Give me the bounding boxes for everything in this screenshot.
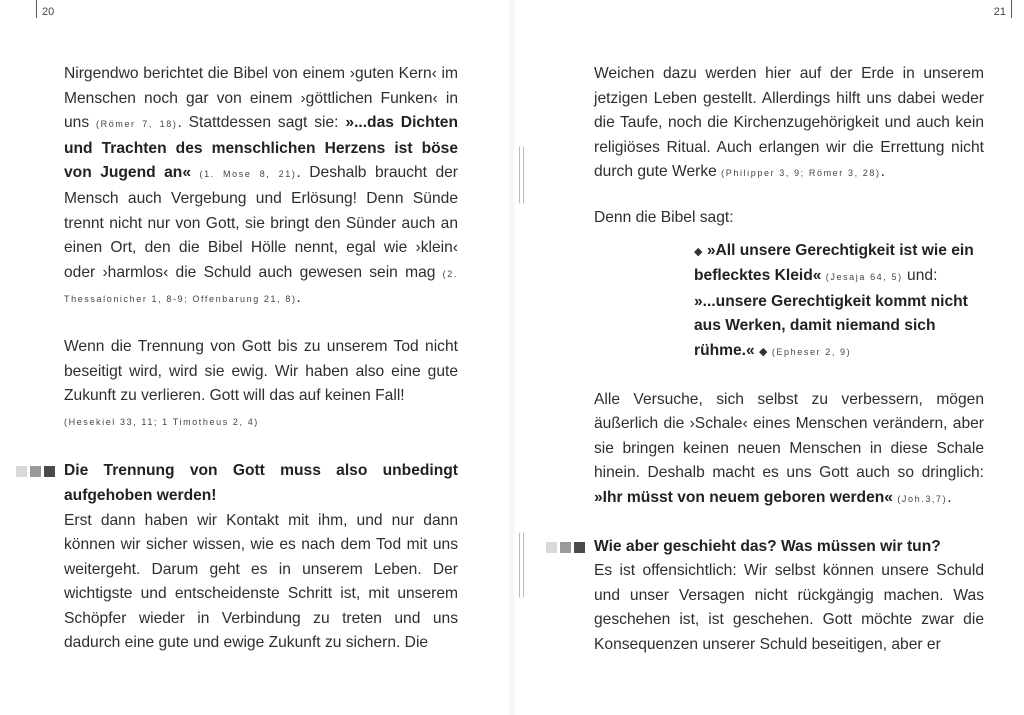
section-marker-icon	[546, 542, 588, 567]
paragraph: Erst dann haben wir Kontakt mit ihm, und nur dann können wir sicher wissen, wie es nach dem Tod mit uns weitergeht. Darum geht es in unserem Leben. Der wichtigste und entscheidenste Schritt ist, mit unserem Schöpfer wieder in Verbindung zu treten und uns dadurch eine gute und ewige Zukunft zu sichern. Die	[64, 511, 458, 652]
diamond-icon: ◆	[694, 245, 703, 258]
section	[594, 535, 984, 658]
section-heading: Wie aber geschieht das? Was müssen wir tun?	[594, 537, 941, 555]
bible-reference: (1. Mose 8, 21)	[199, 169, 297, 180]
diamond-icon: ◆	[759, 345, 768, 358]
paragraph: Wenn die Trennung von Gott bis zu unserem Tod nicht beseitigt wird, wird sie ewig. Wir haben also eine gute Zukunft zu verlieren. Gott will das auf keinen Fall! (Hesekiel 33, 11; 1 Timotheus 2, 4)	[64, 337, 458, 427]
page-edge-line	[36, 0, 37, 18]
bible-reference: (Jesaja 64, 5)	[825, 272, 903, 283]
section-marker-icon	[16, 466, 58, 491]
paragraph: Alle Versuche, sich selbst zu verbessern, mögen äußerlich die ›Schale‹ eines Menschen verändern, aber sie bringen keinen neuen Menschen in diese Schale hinein. Deshalb macht es uns Gott auch so dringlich: »Ihr müsst von neuem geboren werden« (Joh.3,7).	[594, 390, 984, 506]
paragraph: Es ist offensichtlich: Wir selbst können unsere Schuld und unser Versagen nicht rückgängig machen. Was geschehen ist, ist geschehen. Gott möchte zwar die Konsequenzen unserer Schuld beseitigen, aber er	[594, 562, 984, 653]
left-text-column	[64, 62, 458, 656]
paragraph: Denn die Bibel sagt:	[594, 208, 734, 226]
right-text-column	[594, 62, 984, 657]
bible-reference: (Joh.3,7)	[897, 493, 948, 504]
bible-reference: (Epheser 2, 9)	[771, 346, 852, 357]
right-page	[512, 0, 1024, 715]
section	[64, 459, 458, 656]
block-quote: ◆ »All unsere Gerechtigkeit ist wie ein beflecktes Kleid« (Jesaja 64, 5) und: »...unsere Gerechtigkeit kommt nicht aus Werken, damit niemand sich rühme.« ◆ (Epheser 2, 9)	[694, 241, 974, 359]
paragraph: Weichen dazu werden hier auf der Erde in unserem jetzigen Leben gestellt. Allerdings hilft uns dabei weder die Taufe, noch die Kirchenzugehörigkeit und auch kein religiöses Ritual. Auch erlangen wir die Errettung nicht durch gute Werke (Philipper 3, 9; Römer 3, 28).	[594, 65, 984, 181]
paragraph: Nirgendwo berichtet die Bibel von einem ›guten Kern‹ im Menschen noch gar von einem ›göttlichen Funken‹ in uns (Römer 7, 18). Stattdessen sagt sie: »...das Dichten und Trachten des menschlichen Herzens ist böse von Jugend an« (1. Mose 8, 21). Deshalb braucht der Mensch auch Vergebung und Erlösung! Denn Sünde trennt nicht nur von Gott, sie bringt den Sünder auch an einen Ort, den die Bibel Hölle nennt, egal wie ›klein‹ oder ›harmlos‹ die Schuld auch gewesen sein mag (2. Thessalonicher 1, 8-9; Offenbarung 21, 8).	[64, 65, 458, 307]
page-number: 21	[993, 6, 1006, 18]
page-number: 20	[42, 6, 55, 18]
bible-reference: (Philipper 3, 9; Römer 3, 28)	[721, 168, 881, 179]
bible-reference: (Hesekiel 33, 11; 1 Timotheus 2, 4)	[64, 416, 259, 427]
bold-quote: »...das Dichten und Trachten des menschlichen Herzens ist böse von Jugend an«	[64, 114, 458, 182]
bible-reference: (2. Thessalonicher 1, 8-9; Offenbarung 21, 8)	[64, 268, 458, 305]
bible-reference: (Römer 7, 18)	[96, 119, 178, 130]
page-edge-line	[1011, 0, 1012, 18]
section-heading: Die Trennung von Gott muss also unbedingt aufgehoben werden!	[64, 462, 458, 504]
